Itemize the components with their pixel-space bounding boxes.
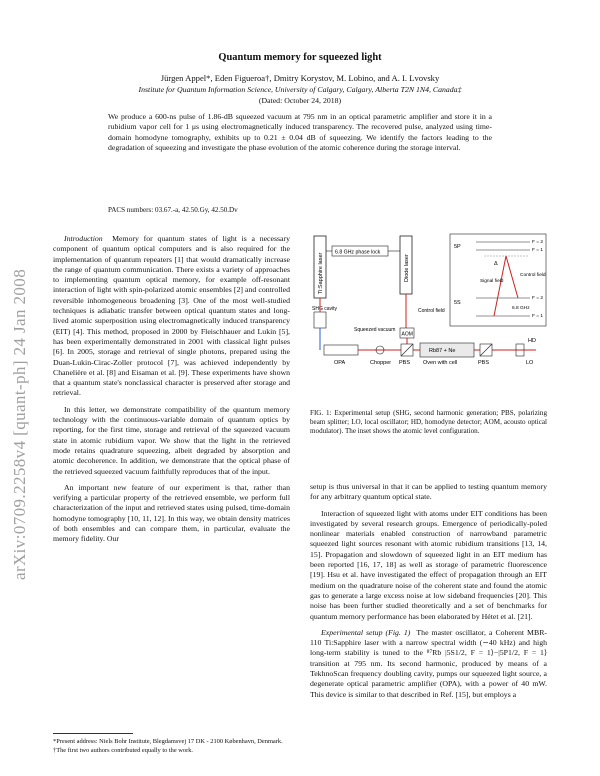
intro-lead: Introduction (64, 234, 103, 243)
paragraph-letter: In this letter, we demonstrate compatibility of the quantum memory technology with the continuous-variable domain of quantum optics by reporting, for the first time, storage and retrieval of the squeezed vacuum state in atomic rubidium vapor. We show that the light in the retrieved mode retains quadrature squeezing, albeit degraded by absorption and atomic decoherence. In addition, we demonstrate that the optical phase of the retrieved squeezed vacuum faithfully reproduces that of the input. (53, 404, 290, 476)
f2-top-label: F = 2 (532, 240, 544, 245)
signal-field-label: Signal field (480, 279, 504, 284)
aom-label: AOM (401, 331, 413, 338)
pacs-numbers: PACS numbers: 03.67.-a, 42.50.Gy, 42.50.Dv (108, 206, 238, 214)
pbs-1-label: PBS (399, 360, 411, 366)
cell-label: Rb87 + Ne (429, 348, 456, 354)
figure-caption: FIG. 1: Experimental setup (SHG, second harmonic generation; PBS, polarizing beam splitter; LO, local oscillator; HD, homodyne detector; AOM, acousto optical modulator). The inset shows the atomic level configuration. (310, 409, 547, 436)
left-column (53, 234, 290, 551)
ti-sapphire-label: Ti:Sapphire laser (318, 252, 324, 294)
paper-title: Quantum memory for squeezed light (218, 52, 382, 63)
paragraph-feature: An important new feature of our experiment is that, rather than verifying a particular property of the retrieved ensemble, we perform full characterization of the input and retrieved states using pulsed, time-domain homodyne tomography [10, 11, 12]. In this way, we obtain density matrices of both ensembles and can compare them, in particular, evaluate the memory fidelity. Our (53, 482, 290, 544)
control-field-inset-label: Control field (520, 273, 546, 278)
setup-lead: Experimental setup (Fig. 1) (321, 627, 411, 637)
footnote-1: *Present address: Niels Bohr Institute, Blegdamsvej 17 DK - 2100 København, Denmark. (53, 738, 283, 745)
intro-text: Memory for quantum states of light is a necessary component of quantum optical computers and is also required for the implementation of quantum repeaters [1] that would dramatically increase the range of quantum communication. There exists a variety of approaches to implementing quantum optical memory, for example off-resonant interaction of light with spin-polarized atomic ensembles [2] and controlled reversible inhomogeneous broadening [3]. One of the most well-studied techniques is adiabatic transfer between optical quantum states and long-lived atomic superposition using electromagnetically induced transparency (EIT) [4]. This method, proposed in 2000 by Fleischhauer and Lukin [5], has been experimentally demonstrated in 2001 with classical light pulses [6]. In 2005, storage and retrieval of single photons, prepared using the Duan-Lukin-Cirac-Zoller protocol [7], was achieved independently by Chanelière et al. [8] and Eisaman et al. [9]. These experiments have shown that a quantum state's nonclassical character is preserved after storage and retrieval. (53, 234, 290, 398)
intro-paragraph (53, 234, 290, 399)
hd-label: HD (528, 338, 536, 344)
phase-lock-label: 6.8 GHz phase lock (335, 249, 381, 256)
setup-text: The master oscillator, a Coherent MBR-110 Ti:Sapphire laser with a narrow spectral width (∼40 kHz) and high long-term stability is tuned to the ⁸⁷Rb |5S1/2, F = 1⟩−|5P1/2, F = 1⟩ transition at 795 nm. Its second harmonic, produced by means of a TekhnoScan frequency doubling cavity, pumps our squeezed light source, a degenerate optical parametric amplifier (OPA), with a power of 40 mW. This device is similar to that described in Ref. [15], but employs a (310, 627, 547, 699)
shg-cavity-box (314, 312, 326, 328)
level-5p-label: 5P (454, 244, 461, 250)
right-column (310, 482, 547, 706)
chopper-label: Chopper (370, 360, 392, 366)
pbs-2-label: PBS (478, 360, 490, 366)
diode-laser-label: Diode laser (404, 254, 410, 282)
paragraph-eit: Interaction of squeezed light with atoms under EIT conditions has been investigated by several research groups. Emergence of periodically-poled nonlinear materials enabled construction of narrowband parametric squeezed light sources resonant with atomic rubidium transitions [13, 14, 15]. Propagation and slowdown of squeezed light in an EIT medium has been reported [16, 17, 18] as well as storage of parametric fluorescence [19]. Hsu et al. have investigated the effect of propagation through an EIT medium on the quadrature noise of the coherent state and found the atomic gas to generate a large excess noise at low sideband frequencies [20]. This noise has been further studied theoretically and a set of benchmarks for quantum memory performance has been elaborated by Hétet et al. [21]. (310, 508, 547, 621)
paragraph-setup (310, 628, 547, 700)
date-line: (Dated: October 24, 2018) (258, 96, 342, 105)
author-list: Jürgen Appel*, Eden Figueroa†, Dmitry Korystov, M. Lobino, and A. I. Lvovsky (160, 73, 440, 83)
control-field-label: Control field (418, 308, 445, 314)
opa-box (324, 345, 358, 355)
squeezed-vacuum-label: Squeezed vacuum (354, 327, 396, 333)
abstract: We produce a 600-ns pulse of 1.86-dB squeezed vacuum at 795 nm in an optical parametric amplifier and store it in a rubidium vapor cell for 1 μs using electromagnetically induced transparency. The recovered pulse, analyzed using time-domain homodyne tomography, exhibits up to 0.21 ± 0.04 dB of squeezing. We identify the factors leading to the degradation of squeezing and investigate the phase evolution of the atomic coherence during the storage interval. (108, 112, 492, 153)
f1-bot-label: F = 1 (532, 314, 544, 319)
hyperfine-splitting-label: 6.8 GHz (512, 306, 530, 311)
shg-label: SHG cavity (312, 306, 338, 312)
f2-bot-label: F = 2 (532, 296, 544, 301)
oven-label: Oven with cell (423, 360, 458, 366)
footnotes (53, 738, 290, 755)
level-5s-label: 5S (454, 300, 461, 306)
arxiv-identifier (4, 230, 38, 590)
detuning-label: Δ (494, 261, 498, 267)
experimental-setup-figure (308, 232, 548, 402)
arxiv-id-text: arXiv:0709.2258v4 [quant-ph] 24 Jan 2008 (10, 268, 29, 580)
continuation-paragraph: setup is thus universal in that it can be applied to testing quantum memory for any arbitrary quantum optical state. (310, 482, 547, 502)
affiliation: Institute for Quantum Information Science, University of Calgary, Calgary, Alberta T2N 1N4, Canada‡ (138, 85, 462, 94)
footnote-2: †The first two authors contributed equally to the work. (53, 746, 194, 754)
f1-top-label: F = 1 (532, 248, 544, 253)
footnote-rule (53, 733, 133, 734)
lo-label: LO (526, 360, 534, 366)
opa-label: OPA (334, 360, 346, 366)
